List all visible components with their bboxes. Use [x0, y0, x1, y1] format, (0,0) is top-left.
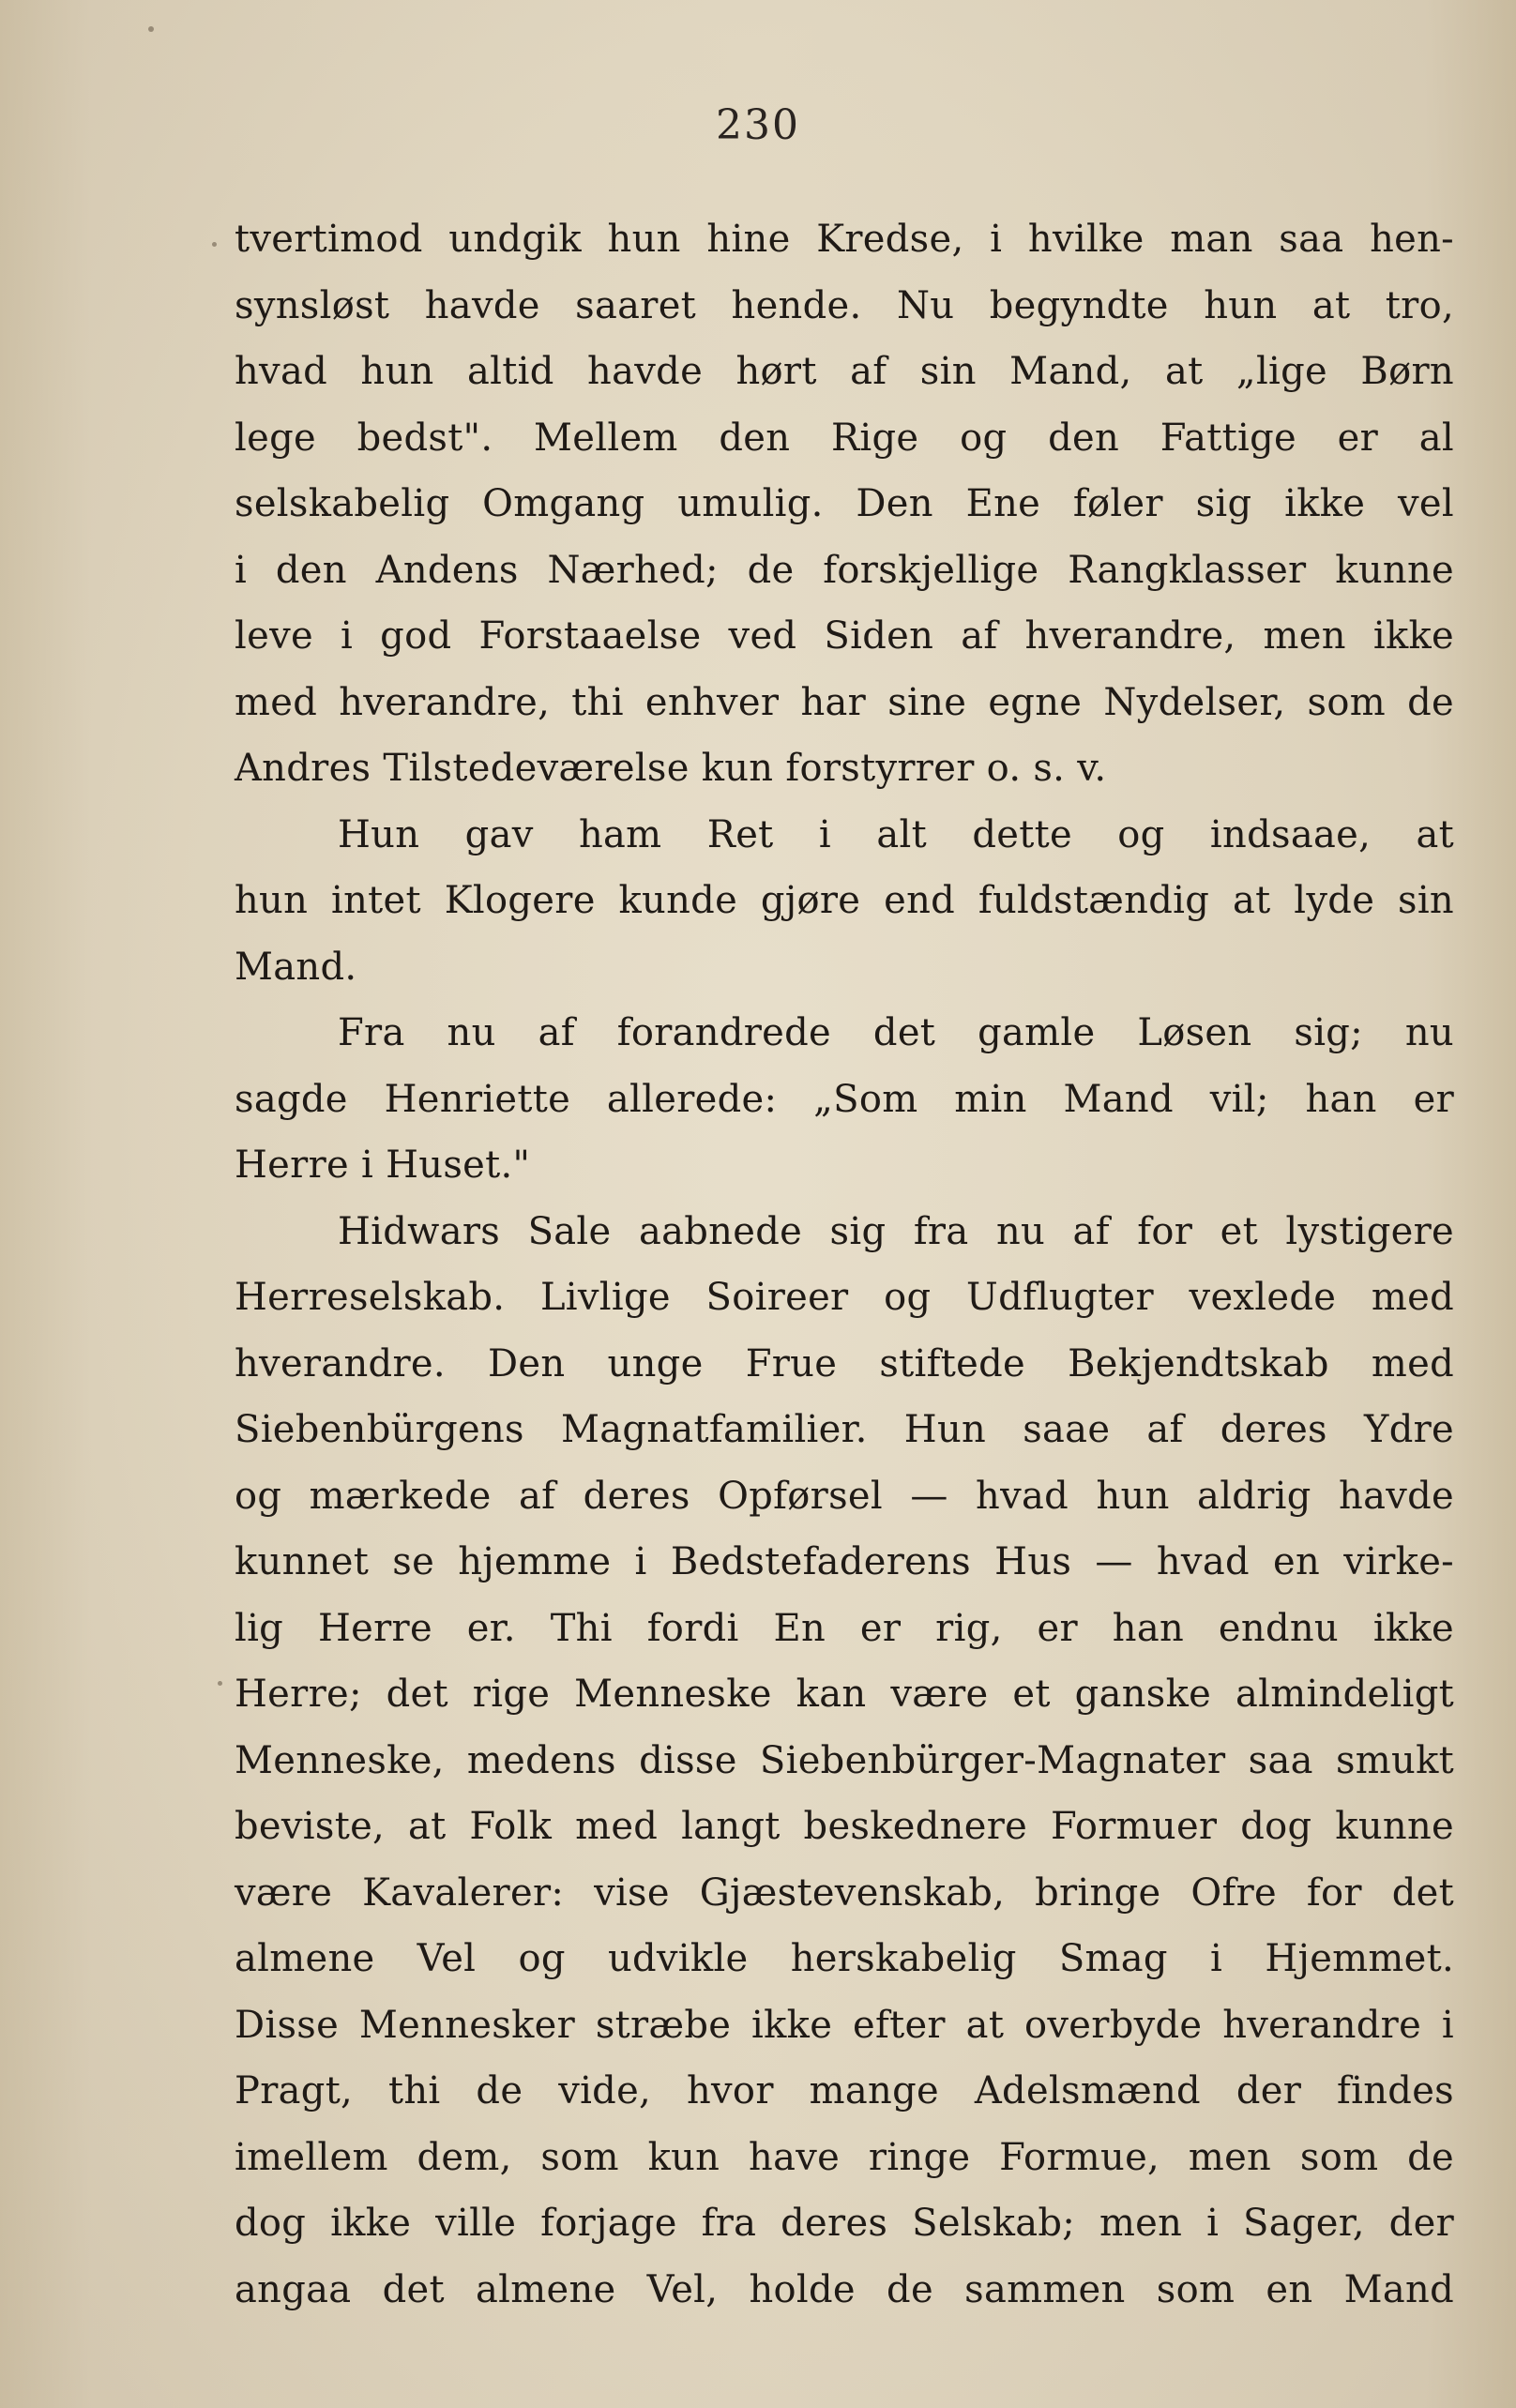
- text-line: hun intet Klogere kunde gjøre end fuldstændig at lyde sin: [235, 879, 1454, 922]
- page-number: 230: [716, 101, 800, 149]
- paper-speck: [212, 242, 217, 247]
- text-line: i den Andens Nærhed; de forskjellige Rangklasser kunne: [235, 548, 1454, 592]
- paper-speck: [218, 1681, 222, 1686]
- text-line: dog ikke ville forjage fra deres Selskab; men i Sager, der: [235, 2202, 1454, 2245]
- text-line: beviste, at Folk med langt beskednere Formuer dog kunne: [235, 1805, 1454, 1848]
- text-line: imellem dem, som kun have ringe Formue, men som de: [235, 2135, 1454, 2179]
- text-line: leve i god Forstaaelse ved Siden af hverandre, men ikke: [235, 614, 1454, 658]
- text-line: Herre; det rige Menneske kan være et ganske almindeligt: [235, 1673, 1454, 1716]
- text-line: Andres Tilstedeværelse kun forstyrrer o. s. v.: [235, 747, 1107, 790]
- text-line: lig Herre er. Thi fordi En er rig, er han endnu ikke: [235, 1606, 1454, 1650]
- paper-speck: [148, 26, 154, 32]
- text-line: og mærkede af deres Opførsel — hvad hun aldrig havde: [235, 1474, 1454, 1518]
- body-text: [235, 206, 1454, 2323]
- text-line: sagde Henriette allerede: „Som min Mand vil; han er: [235, 1077, 1454, 1121]
- text-line: Menneske, medens disse Siebenbürger-Magnater saa smukt: [235, 1738, 1454, 1782]
- text-line: almene Vel og udvikle herskabelig Smag i Hjemmet.: [235, 1937, 1454, 1980]
- text-line: kunnet se hjemme i Bedstefaderens Hus — hvad en virke-: [235, 1540, 1454, 1583]
- text-line: Herreselskab. Livlige Soireer og Udflugter vexlede med: [235, 1276, 1454, 1319]
- text-line: Mand.: [235, 945, 357, 989]
- text-line: synsløst havde saaret hende. Nu begyndte hun at tro,: [235, 283, 1454, 327]
- text-line: Pragt, thi de vide, hvor mange Adelsmænd der findes: [235, 2069, 1454, 2113]
- text-line: Herre i Huset.": [235, 1143, 531, 1187]
- text-line: Disse Mennesker stræbe ikke efter at overbyde hverandre i: [235, 2003, 1454, 2047]
- text-line: hverandre. Den unge Frue stiftede Bekjendtskab med: [235, 1341, 1454, 1386]
- text-line: være Kavalerer: vise Gjæstevenskab, bringe Ofre for det: [235, 1870, 1454, 1915]
- text-line: tvertimod undgik hun hine Kredse, i hvilke man saa hen-: [235, 218, 1454, 261]
- text-line: lege bedst". Mellem den Rige og den Fattige er al: [235, 416, 1454, 460]
- text-line: angaa det almene Vel, holde de sammen som en Mand: [235, 2267, 1454, 2311]
- text-line: selskabelig Omgang umulig. Den Ene føler sig ikke vel: [235, 482, 1454, 525]
- text-line: Hidwars Sale aabnede sig fra nu af for et lystigere: [338, 1209, 1454, 1253]
- text-line: Siebenbürgens Magnatfamilier. Hun saae af deres Ydre: [235, 1408, 1454, 1451]
- text-line: med hverandre, thi enhver har sine egne Nydelser, som de: [235, 680, 1454, 724]
- text-line: hvad hun altid havde hørt af sin Mand, at „lige Børn: [235, 350, 1454, 393]
- text-line: Fra nu af forandrede det gamle Løsen sig; nu: [338, 1011, 1454, 1054]
- text-line: Hun gav ham Ret i alt dette og indsaae, at: [338, 812, 1454, 856]
